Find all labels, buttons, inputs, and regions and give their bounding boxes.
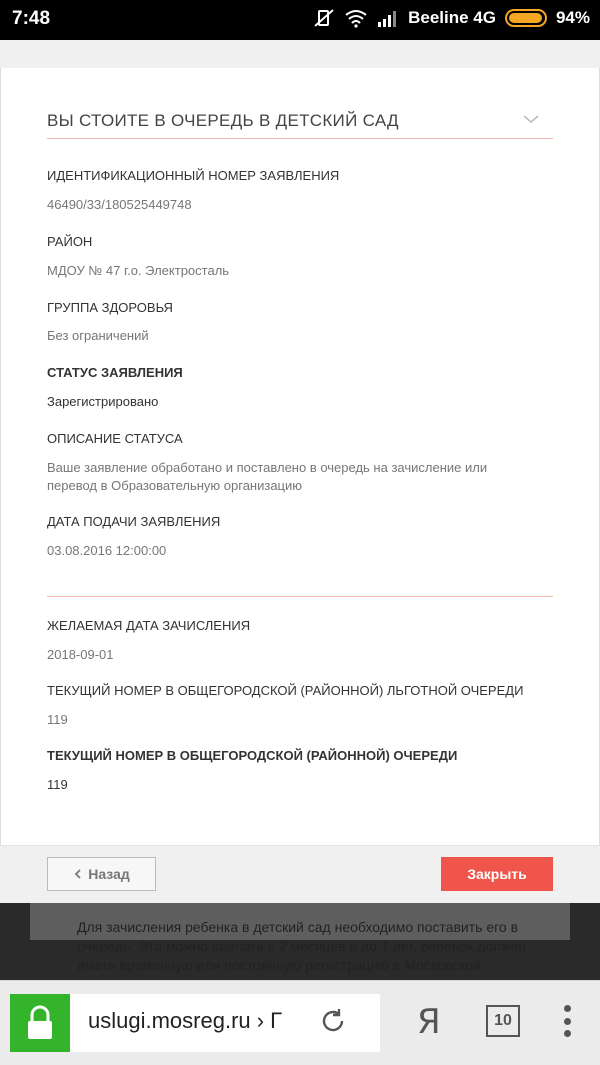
- battery-percent: 94%: [555, 8, 590, 27]
- back-button[interactable]: [47, 857, 156, 891]
- field-value-desired-date: 2018-09-01: [47, 647, 114, 662]
- status-icons: [313, 8, 590, 28]
- section-divider: [47, 138, 553, 139]
- reload-icon[interactable]: [318, 1006, 348, 1036]
- modal-header-strip: [0, 40, 600, 68]
- field-label-submission-date: ДАТА ПОДАЧИ ЗАЯВЛЕНИЯ: [47, 514, 221, 529]
- mute-vibrate-icon: [313, 8, 335, 28]
- field-value-status-description: Ваше заявление обработано и поставлено в очередь на зачисление или перевод в Образовательную организацию: [47, 460, 488, 493]
- battery-icon: [505, 9, 547, 27]
- field-value-queue-number: 119: [47, 777, 68, 792]
- yandex-button[interactable]: Я: [417, 1002, 441, 1042]
- chevron-left-icon: [73, 868, 83, 880]
- field-label-desired-date: ЖЕЛАЕМАЯ ДАТА ЗАЧИСЛЕНИЯ: [47, 618, 251, 633]
- field-value-privileged-queue-number: 119: [47, 712, 68, 727]
- tabs-counter-button[interactable]: 10: [486, 1005, 520, 1037]
- field-label-district: РАЙОН: [47, 234, 93, 249]
- chevron-down-icon[interactable]: [522, 110, 540, 128]
- secure-lock-badge[interactable]: [10, 994, 70, 1052]
- status-time: 7:48: [12, 8, 51, 29]
- background-text: Для зачисления ребенка в детский сад необходимо поставить его в очередь. Это можно сделать с 2 месяцев и до 7 лет, ребенок должен иметь временную или постоянную регистрацию в Московской: [77, 919, 527, 973]
- field-value-health-group: Без ограничений: [47, 328, 149, 343]
- status-bar: [0, 0, 600, 40]
- menu-kebab-icon[interactable]: [563, 1005, 571, 1037]
- field-value-submission-date: 03.08.2016 12:00:00: [47, 543, 167, 558]
- field-value-application-id: 46490/33/180525449748: [47, 197, 192, 212]
- field-label-health-group: ГРУППА ЗДОРОВЬЯ: [47, 300, 173, 315]
- signal-icon: [377, 9, 399, 27]
- field-label-status-description: ОПИСАНИЕ СТАТУСА: [47, 431, 183, 446]
- field-label-privileged-queue-number: ТЕКУЩИЙ НОМЕР В ОБЩЕГОРОДСКОЙ (РАЙОННОЙ) ЛЬГОТНОЙ ОЧЕРЕДИ: [47, 683, 524, 698]
- section-divider-2: [47, 596, 553, 597]
- field-label-application-id: ИДЕНТИФИКАЦИОННЫЙ НОМЕР ЗАЯВЛЕНИЯ: [47, 168, 340, 183]
- section-title: ВЫ СТОИТЕ В ОЧЕРЕДЬ В ДЕТСКИЙ САД: [47, 111, 399, 130]
- field-label-queue-number: ТЕКУЩИЙ НОМЕР В ОБЩЕГОРОДСКОЙ (РАЙОННОЙ) ОЧЕРЕДИ: [47, 748, 458, 763]
- lock-icon: [10, 994, 70, 1052]
- carrier-name: Beeline 4G: [408, 8, 496, 27]
- field-value-status: Зарегистрировано: [47, 394, 159, 409]
- field-label-status: СТАТУС ЗАЯВЛЕНИЯ: [47, 365, 183, 380]
- wifi-icon: [344, 8, 368, 28]
- close-button[interactable]: Закрыть: [441, 857, 553, 891]
- url-text[interactable]: uslugi.mosreg.ru › Г: [88, 1008, 283, 1033]
- back-button-label: Назад: [88, 866, 130, 882]
- field-value-district: МДОУ № 47 г.о. Электросталь: [47, 263, 230, 278]
